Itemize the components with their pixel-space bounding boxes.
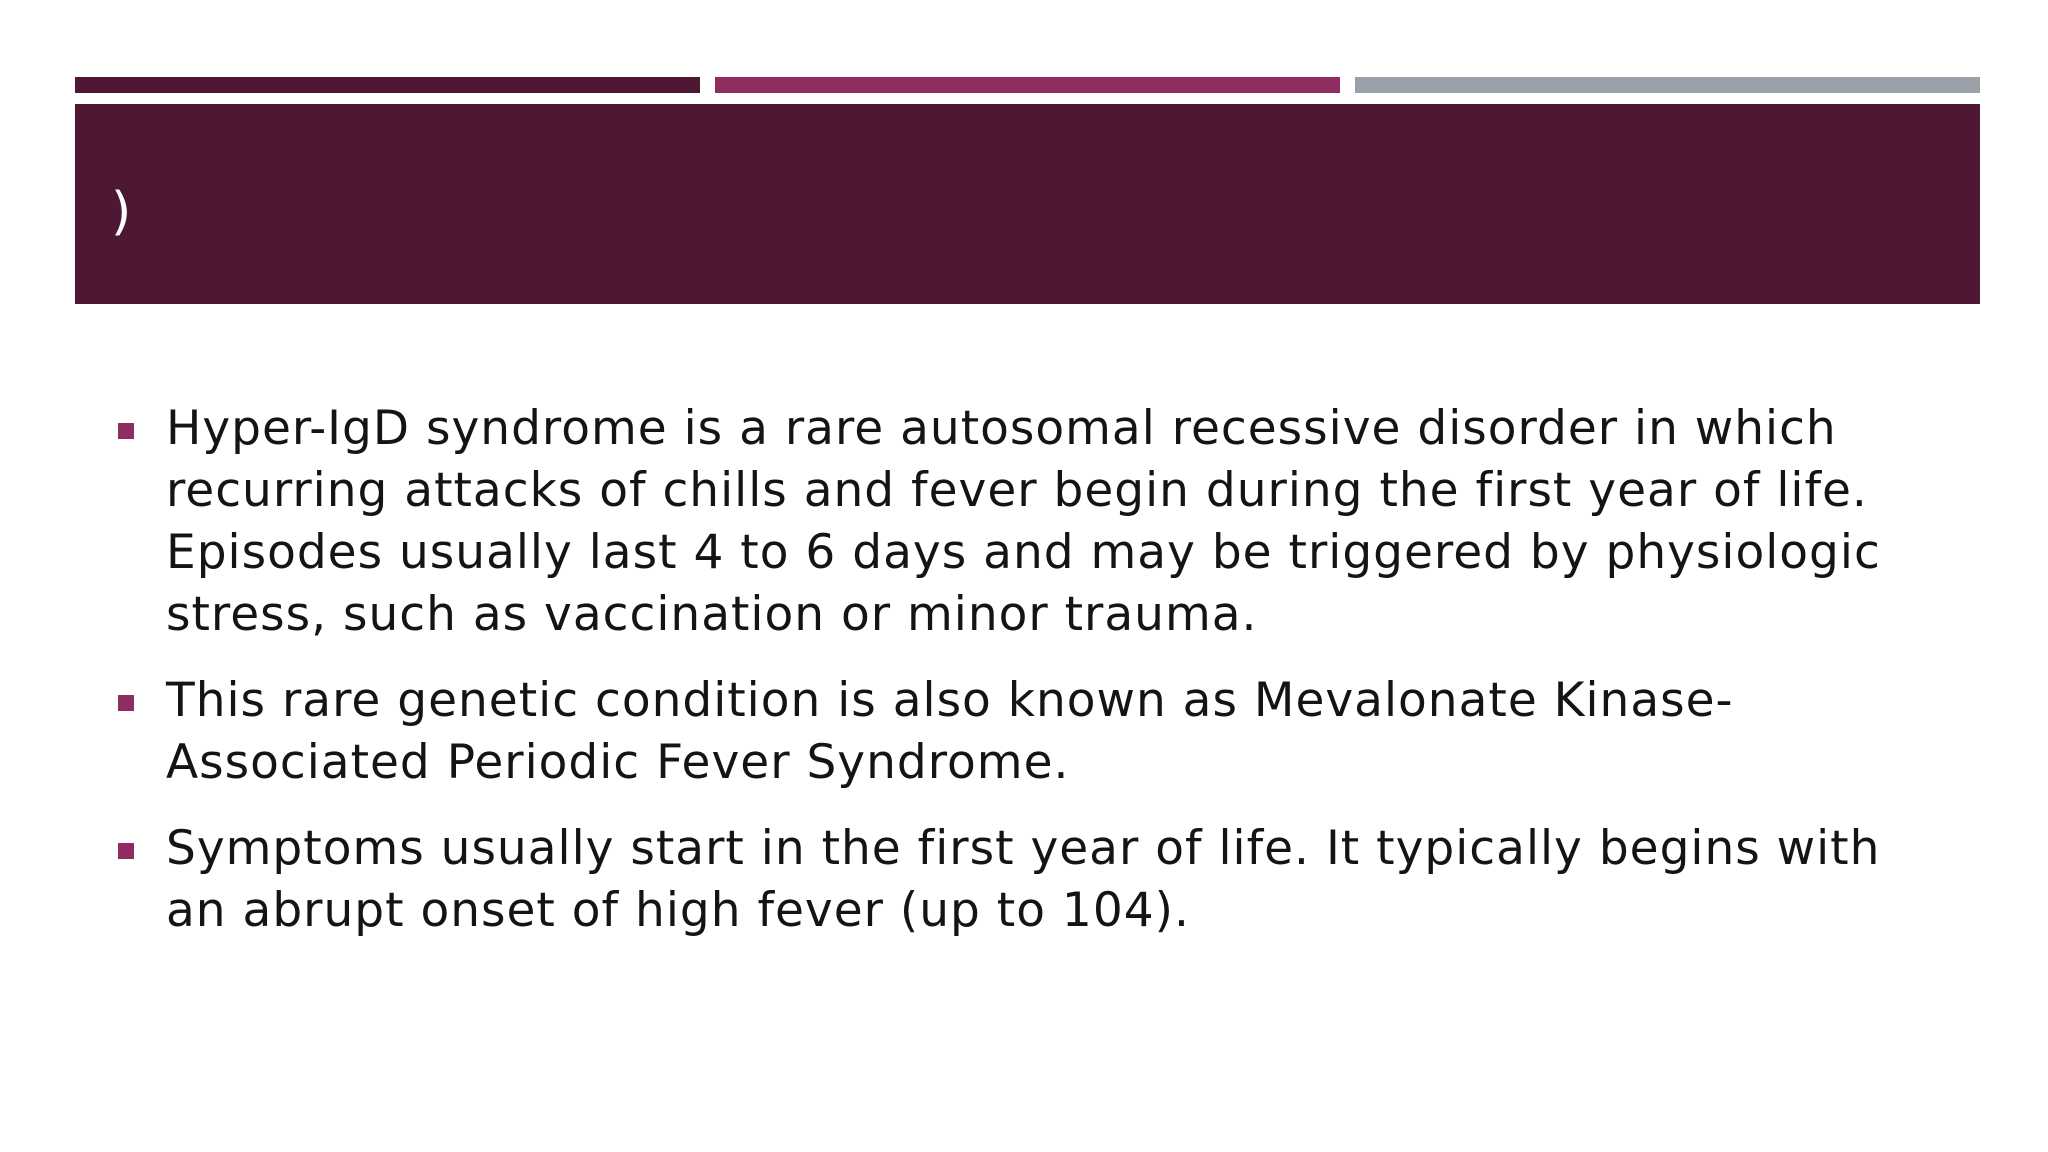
bullet-text: Symptoms usually start in the first year of life. It typically begins with an abrupt onset of high fever (up to 104). xyxy=(166,821,1881,938)
accent-bar-dark xyxy=(75,77,700,93)
square-bullet-icon xyxy=(118,843,134,859)
bullet-item xyxy=(116,670,1916,794)
slide-content xyxy=(116,398,1916,966)
accent-bar-magenta xyxy=(715,77,1340,93)
bullet-text: This rare genetic condition is also known as Mevalonate Kinase-Associated Periodic Fever Syndrome. xyxy=(166,673,1734,790)
bullet-item xyxy=(116,398,1916,646)
slide-title: ) xyxy=(111,182,132,242)
square-bullet-icon xyxy=(118,695,134,711)
square-bullet-icon xyxy=(118,423,134,439)
accent-bar-gray xyxy=(1355,77,1980,93)
bullet-item xyxy=(116,818,1916,942)
bullet-text: Hyper-IgD syndrome is a rare autosomal recessive disorder in which recurring attacks of chills and fever begin during the first year of life. Episodes usually last 4 to 6 days and may be triggered by physiologic stress, such as vaccination or minor trauma. xyxy=(166,401,1881,642)
title-band xyxy=(75,104,1980,304)
bullet-list xyxy=(116,398,1916,942)
